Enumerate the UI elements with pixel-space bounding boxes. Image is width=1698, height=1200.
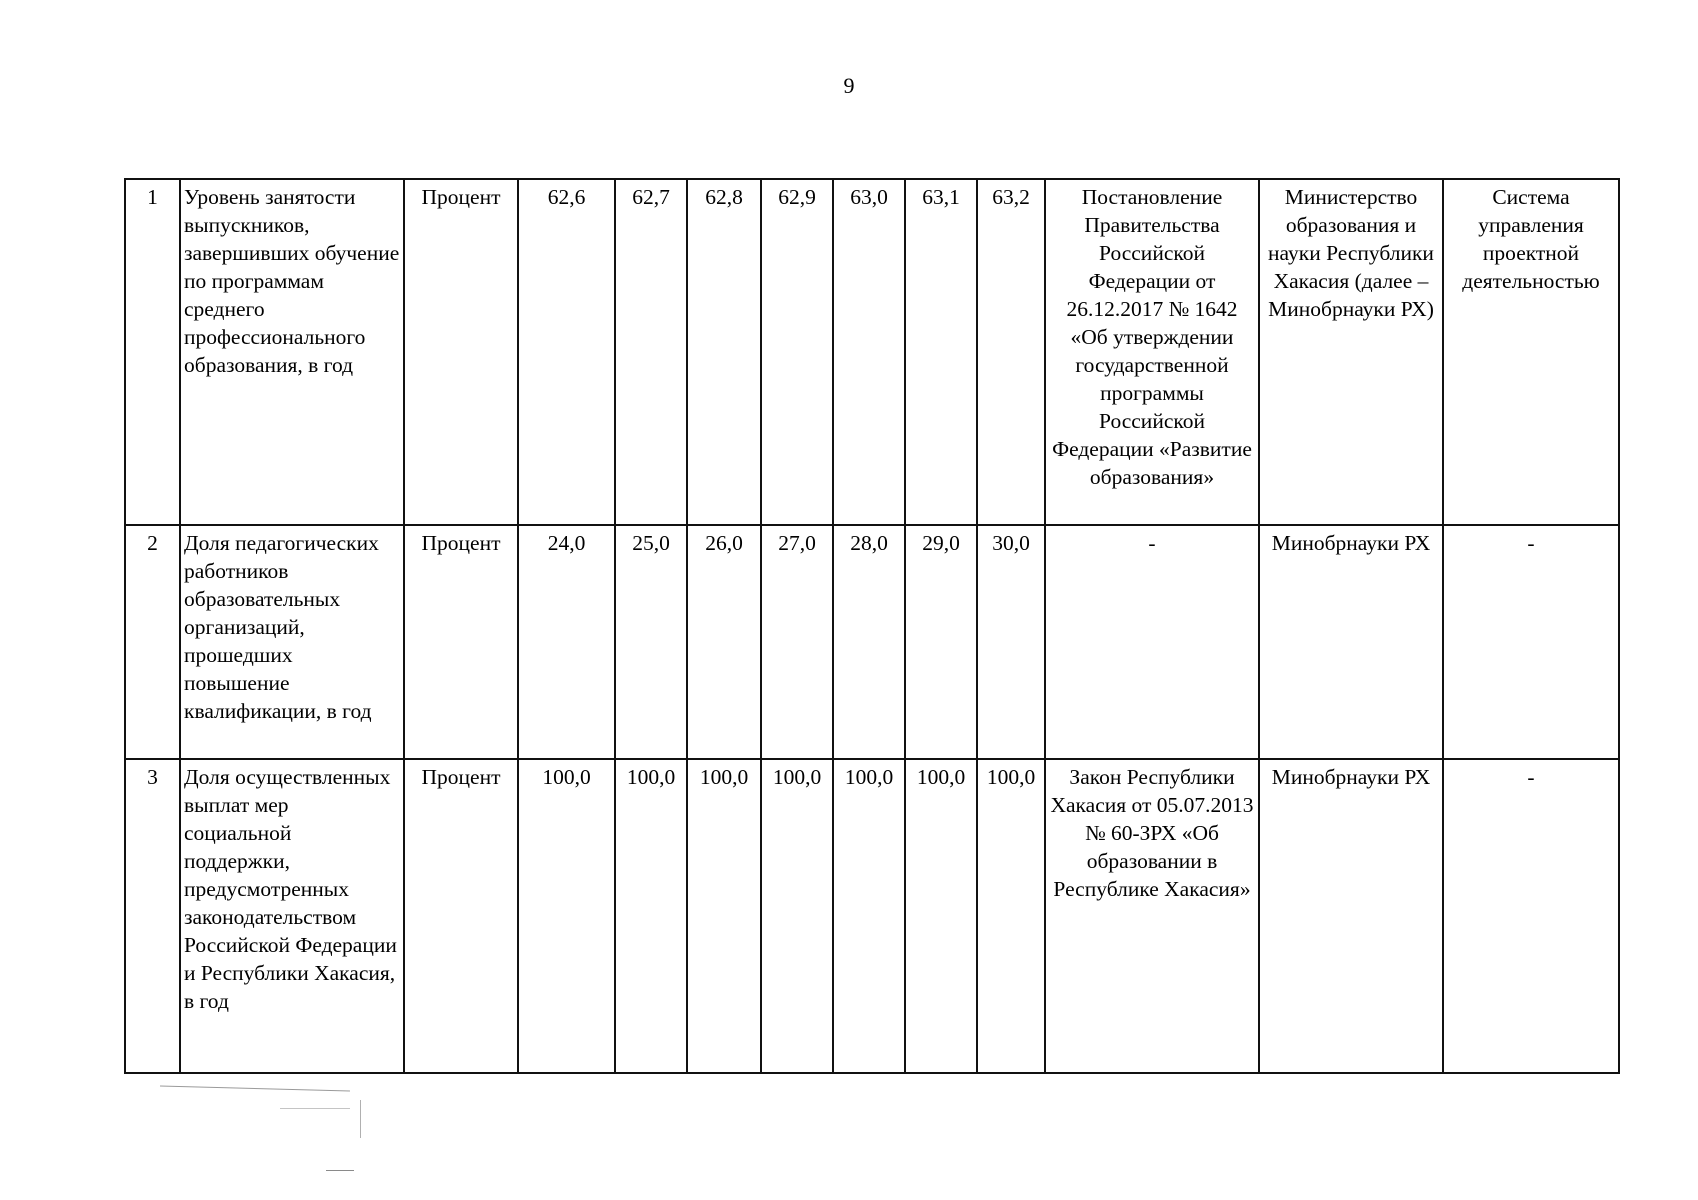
value-cell: 62,6 <box>518 179 615 525</box>
row-number: 1 <box>125 179 180 525</box>
responsible-cell: Министерство образования и науки Республики Хакасия (далее – Минобрнауки РХ) <box>1259 179 1443 525</box>
unit-cell: Процент <box>404 759 518 1073</box>
indicator-name: Уровень занятости выпускников, завершивших обучение по программам среднего профессионального образования, в год <box>180 179 404 525</box>
value-cell: 62,8 <box>687 179 761 525</box>
value-cell: 100,0 <box>833 759 905 1073</box>
table-row <box>125 759 1619 1073</box>
value-cell: 100,0 <box>761 759 833 1073</box>
document-cell: Постановление Правительства Российской Федерации от 26.12.2017 № 1642 «Об утверждении государственной программы Российской Федерации «Развитие образования» <box>1045 179 1259 525</box>
unit-cell: Процент <box>404 179 518 525</box>
table-row <box>125 179 1619 525</box>
value-cell: 62,7 <box>615 179 687 525</box>
value-cell: 100,0 <box>687 759 761 1073</box>
value-cell: 100,0 <box>977 759 1045 1073</box>
page-number: 9 <box>843 73 855 98</box>
value-cell: 29,0 <box>905 525 977 759</box>
value-cell: 63,2 <box>977 179 1045 525</box>
system-cell: - <box>1443 525 1619 759</box>
value-cell: 100,0 <box>518 759 615 1073</box>
document-cell: Закон Республики Хакасия от 05.07.2013 № 60-ЗРХ «Об образовании в Республике Хакасия» <box>1045 759 1259 1073</box>
value-cell: 26,0 <box>687 525 761 759</box>
document-cell: - <box>1045 525 1259 759</box>
value-cell: 27,0 <box>761 525 833 759</box>
value-cell: 63,1 <box>905 179 977 525</box>
value-cell: 24,0 <box>518 525 615 759</box>
value-cell: 30,0 <box>977 525 1045 759</box>
value-cell: 28,0 <box>833 525 905 759</box>
indicator-name: Доля осуществленных выплат мер социальной поддержки, предусмотренных законодательством Российской Федерации и Республики Хакасия, в год <box>180 759 404 1073</box>
system-cell: Система управления проектной деятельностью <box>1443 179 1619 525</box>
table-row <box>125 525 1619 759</box>
indicator-name: Доля педагогических работников образовательных организаций, прошедших повышение квалификации, в год <box>180 525 404 759</box>
row-number: 2 <box>125 525 180 759</box>
system-cell: - <box>1443 759 1619 1073</box>
value-cell: 100,0 <box>905 759 977 1073</box>
responsible-cell: Минобрнауки РХ <box>1259 759 1443 1073</box>
value-cell: 25,0 <box>615 525 687 759</box>
responsible-cell: Минобрнауки РХ <box>1259 525 1443 759</box>
indicators-table <box>124 178 1620 1074</box>
row-number: 3 <box>125 759 180 1073</box>
unit-cell: Процент <box>404 525 518 759</box>
value-cell: 63,0 <box>833 179 905 525</box>
value-cell: 100,0 <box>615 759 687 1073</box>
value-cell: 62,9 <box>761 179 833 525</box>
